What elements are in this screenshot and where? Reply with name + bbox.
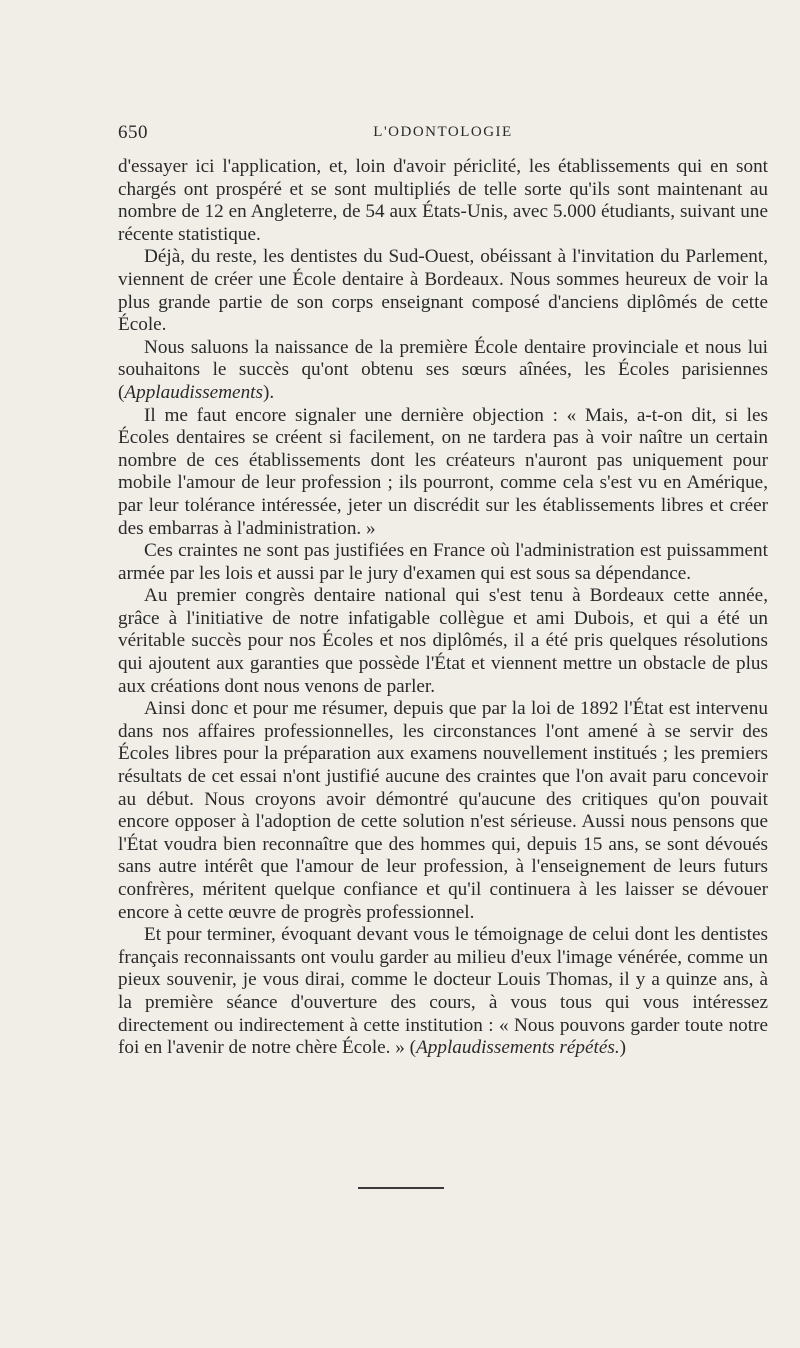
paragraph-text: Ainsi donc et pour me résumer, depuis que par la loi de 1892 l'État est intervenu dans nos affaires professionnelles, les circonstances l'ont amené à se servir des Écoles libres pour la préparation aux examens nouvellement institués ; les premiers résultats de cet essai n'ont justifié aucune des craintes que l'on avait paru concevoir au début. Nous croyons avoir démontré qu'aucune des critiques qu'on pouvait encore opposer à l'adoption de cette solution n'est sérieuse. Aussi nous pensons que l'État voudra bien reconnaître que des hommes qui, depuis 15 ans, se sont dévoués sans autre intérêt que l'amour de leur profession, à l'enseignement de leurs futurs confrères, méritent quelque confiance et qu'il continuera à les laisser se dévouer encore à cette œuvre de progrès professionnel. [118,698,768,923]
paragraph-text: Et pour terminer, évoquant devant vous le témoignage de celui dont les dentistes français reconnaissants ont voulu garder au milieu d'eux l'image vénérée, comme un pieux souvenir, je vous dirai, comme le docteur Louis Thomas, il y a quinze ans, à la première séance d'ouverture des cours, à vous tous qui vous intéressez directement ou indirectement à cette institution : « Nous pouvons garder toute notre foi en l'avenir de notre chère École. » ( [118,924,768,1059]
paragraph [118,585,768,698]
paragraph-text: d'essayer ici l'application, et, loin d'avoir périclité, les établissements qui en sont chargés ont prospéré et se sont multipliés de telle sorte qu'ils sont maintenant au nombre de 12 en Angleterre, de 54 aux États-Unis, avec 5.000 étudiants, suivant une récente statistique. [118,156,768,245]
paragraph-text: Il me faut encore signaler une dernière objection : « Mais, a-t-on dit, si les Écoles dentaires se créent si facilement, on ne tardera pas à voir naître un certain nombre de ces établissements dont les créateurs n'auront pas uniquement pour mobile l'amour de leur profession ; ils pourront, comme cela s'est vu en Amérique, par leur tolérance intéressée, jeter un discrédit sur les établissements libres et créer des embarras à l'administration. » [118,404,768,539]
body-text [118,156,768,1060]
paragraph [118,337,768,405]
paragraph-text: Au premier congrès dentaire national qui s'est tenu à Bordeaux cette année, grâce à l'initiative de notre infatigable collègue et ami Dubois, et qui a été un véritable succès pour nos Écoles et nos diplômés, il a été pris quelques résolutions qui ajoutent aux garanties que possède l'État et viennent mettre un obstacle de plus aux créations dont nous venons de parler. [118,585,768,697]
page-number: 650 [118,122,148,143]
paragraph [118,405,768,541]
end-rule [358,1187,444,1189]
paragraph [118,156,768,246]
applause-note: Applaudissements répétés. [416,1037,620,1059]
paragraph-text: Déjà, du reste, les dentistes du Sud-Ouest, obéissant à l'invitation du Parlement, viennent de créer une École dentaire à Bordeaux. Nous sommes heureux de voir la plus grande partie de son corps enseignant composé d'anciens diplômés de cette École. [118,246,768,336]
running-title: L'ODONTOLOGIE [373,124,513,140]
paragraph [118,924,768,1060]
applause-note: Applaudissements [124,381,263,403]
paragraph [118,698,768,924]
paragraph-text: Ces craintes ne sont pas justifiées en France où l'administration est puissamment armée par les lois et aussi par le jury d'examen qui est sous sa dépendance. [118,540,768,584]
paragraph [118,540,768,585]
page-header [118,122,768,152]
paragraph-text: ) [619,1037,627,1059]
paragraph-text: Nous saluons la naissance de la première École dentaire provinciale et nous lui souhaitons le succès qu'ont obtenu ses sœurs aînées, les Écoles parisiennes ( [118,336,768,403]
paragraph-text: ). [262,381,275,403]
paragraph [118,246,768,336]
